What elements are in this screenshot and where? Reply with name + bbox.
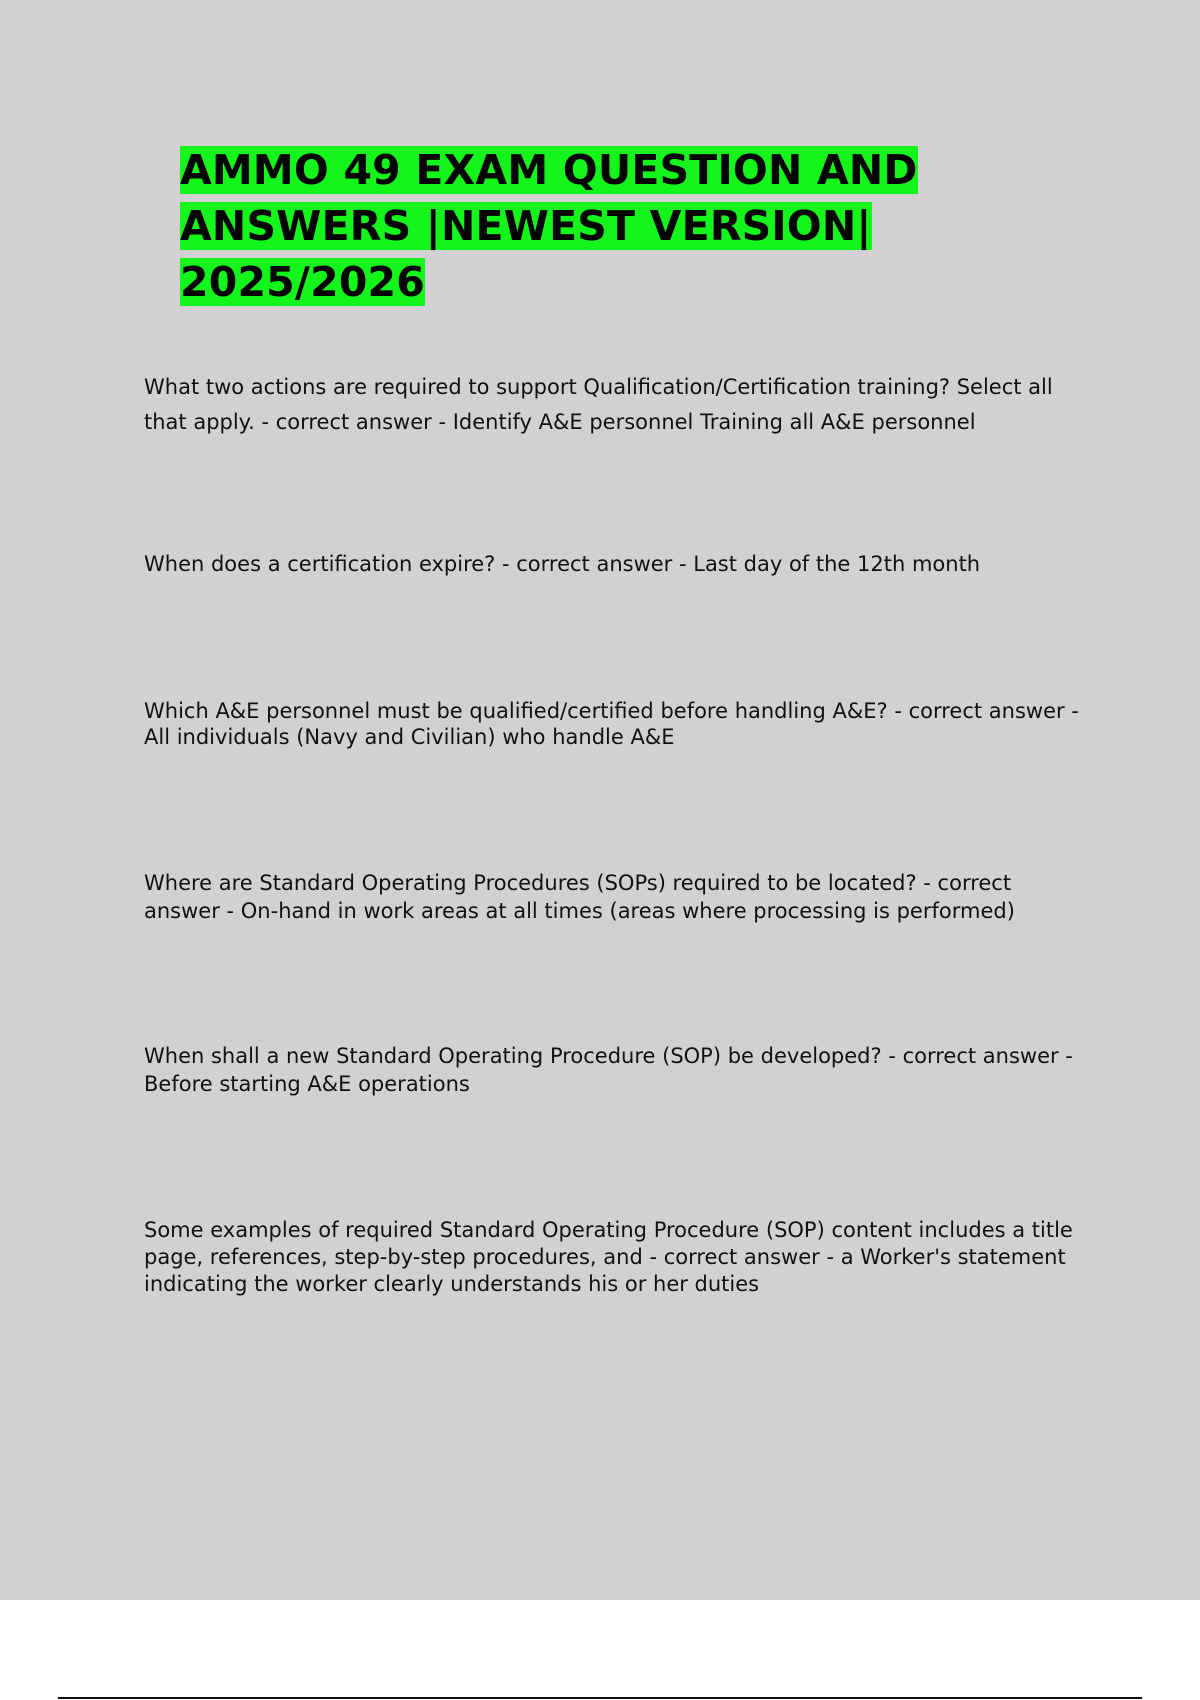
qa-item-qualification-training: What two actions are required to support Qualification/Certification training? Select all that apply. - correct answer - Identify A&E personnel Training all A&E personnel — [144, 375, 1053, 434]
qa-item-personnel-certified: Which A&E personnel must be qualified/certified before handling A&E? - correct answer - All individuals (Navy and Civilian) who handle A&E — [144, 699, 1079, 749]
document-title — [180, 142, 1000, 310]
qa-item-sop-content: Some examples of required Standard Operating Procedure (SOP) content includes a title page, references, step-by-step procedures, and - correct answer - a Worker's statement indicating the worker clearly understands his or her duties — [144, 1218, 1073, 1296]
footer-divider — [58, 1697, 1142, 1699]
qa-item-new-sop: When shall a new Standard Operating Procedure (SOP) be developed? - correct answer - Before starting A&E operations — [144, 1044, 1073, 1096]
qa-item-certification-expiry: When does a certification expire? - correct answer - Last day of the 12th month — [144, 552, 981, 576]
title-highlight: AMMO 49 EXAM QUESTION AND ANSWERS |NEWEST VERSION| 2025/2026 — [180, 146, 918, 306]
qa-item-sop-location: Where are Standard Operating Procedures (SOPs) required to be located? - correct answer - On-hand in work areas at all times (areas where processing is performed) — [144, 871, 1015, 923]
